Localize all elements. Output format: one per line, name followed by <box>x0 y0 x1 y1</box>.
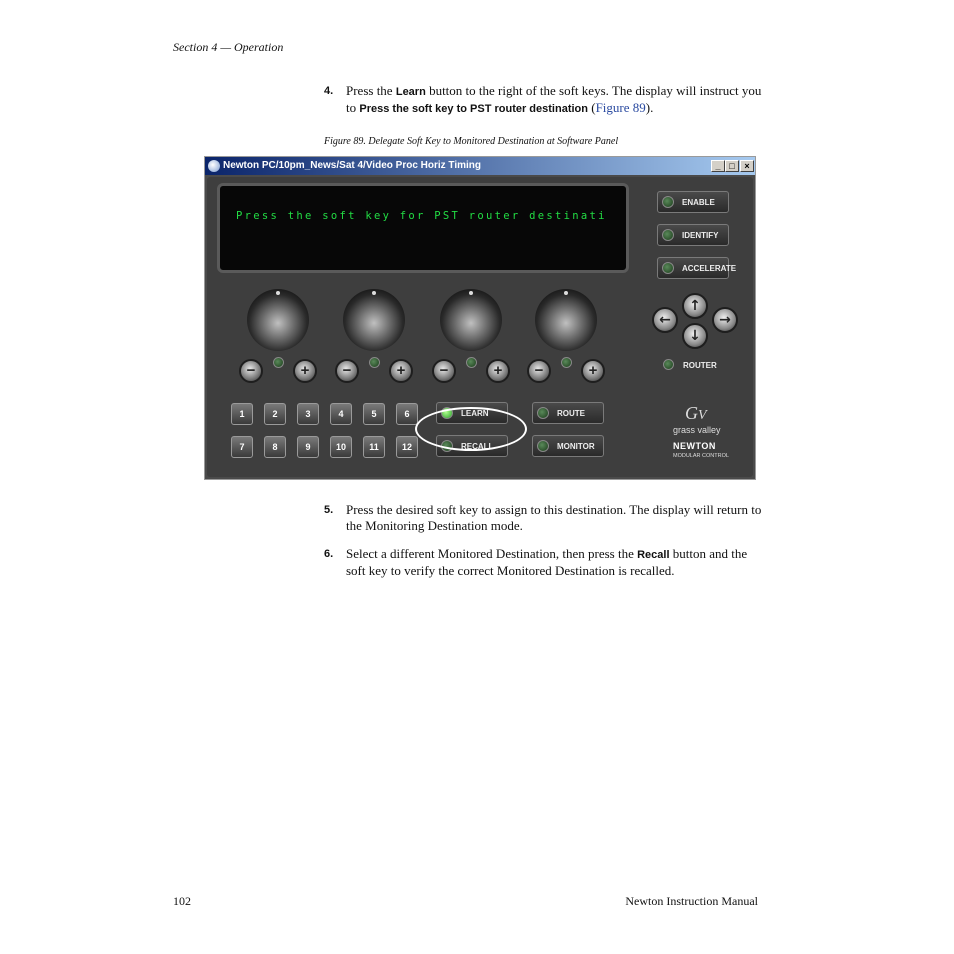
soft-key-11[interactable]: 11 <box>363 436 385 458</box>
step-number: 5. <box>324 504 334 516</box>
knob-led-icon <box>561 357 572 368</box>
rotary-knob-4[interactable] <box>535 289 597 351</box>
maximize-icon[interactable]: □ <box>725 160 739 172</box>
led-icon <box>662 229 674 241</box>
step-text: Select a different Monitored Destination, then press the Recall button and the soft key to verify the correct Monitored Destination is recalled. <box>346 546 748 578</box>
display-message: Press the soft key for PST router destinati <box>236 210 607 222</box>
software-panel-window <box>204 156 756 480</box>
soft-key-9[interactable]: 9 <box>297 436 319 458</box>
minus-button[interactable]: − <box>432 359 456 383</box>
bold-term: Learn <box>395 86 426 98</box>
router-label: ROUTER <box>683 361 717 370</box>
soft-key-4[interactable]: 4 <box>330 403 352 425</box>
route-button[interactable]: ROUTE <box>532 402 604 424</box>
led-icon <box>662 196 674 208</box>
knob-led-icon <box>466 357 477 368</box>
soft-key-3[interactable]: 3 <box>297 403 319 425</box>
logo-product: NEWTON <box>673 441 716 451</box>
step-6 <box>324 546 764 579</box>
window-title: Newton PC/10pm_News/Sat 4/Video Proc Horiz Timing <box>223 160 482 171</box>
soft-key-12[interactable]: 12 <box>396 436 418 458</box>
close-icon[interactable]: × <box>740 160 754 172</box>
soft-key-5[interactable]: 5 <box>363 403 385 425</box>
accelerate-button[interactable]: ACCELERATE <box>657 257 729 279</box>
figure-link[interactable]: Figure 89 <box>595 100 646 115</box>
rotary-knob-1[interactable] <box>247 289 309 351</box>
arrow-right-icon[interactable]: → <box>712 307 738 333</box>
rotary-knob-3[interactable] <box>440 289 502 351</box>
figure-caption: Figure 89. Delegate Soft Key to Monitored Destination at Software Panel <box>324 136 619 147</box>
plus-button[interactable]: + <box>389 359 413 383</box>
step-5 <box>324 502 764 534</box>
knob-led-icon <box>273 357 284 368</box>
minus-button[interactable]: − <box>239 359 263 383</box>
logo-brand: grass valley <box>673 425 721 435</box>
led-icon <box>537 440 549 452</box>
enable-button[interactable]: ENABLE <box>657 191 729 213</box>
step-number: 6. <box>324 548 334 560</box>
plus-button[interactable]: + <box>486 359 510 383</box>
minus-button[interactable]: − <box>335 359 359 383</box>
router-led-icon <box>663 359 674 370</box>
led-icon <box>662 262 674 274</box>
app-icon <box>208 160 220 172</box>
soft-key-6[interactable]: 6 <box>396 403 418 425</box>
arrow-left-icon[interactable]: ← <box>652 307 678 333</box>
soft-key-7[interactable]: 7 <box>231 436 253 458</box>
arrow-down-icon[interactable]: ↓ <box>682 323 708 349</box>
learn-button[interactable]: LEARN <box>436 402 508 424</box>
knob-led-icon <box>369 357 380 368</box>
recall-button[interactable]: RECALL <box>436 435 508 457</box>
soft-key-2[interactable]: 2 <box>264 403 286 425</box>
soft-key-10[interactable]: 10 <box>330 436 352 458</box>
monitor-button[interactable]: MONITOR <box>532 435 604 457</box>
minimize-icon[interactable]: _ <box>711 160 725 172</box>
rotary-knob-2[interactable] <box>343 289 405 351</box>
step-4 <box>324 83 764 117</box>
minus-button[interactable]: − <box>527 359 551 383</box>
plus-button[interactable]: + <box>293 359 317 383</box>
step-number: 4. <box>324 85 334 97</box>
soft-key-1[interactable]: 1 <box>231 403 253 425</box>
window-titlebar[interactable] <box>205 157 755 175</box>
page-header: Section 4 — Operation <box>173 40 284 54</box>
soft-key-8[interactable]: 8 <box>264 436 286 458</box>
lcd-display <box>217 183 629 273</box>
plus-button[interactable]: + <box>581 359 605 383</box>
step-text: Press the Learn button to the right of the soft keys. The display will instruct you to Press the soft key to PST router destination (Figure 89). <box>346 83 762 115</box>
led-icon <box>537 407 549 419</box>
identify-button[interactable]: IDENTIFY <box>657 224 729 246</box>
manual-title: Newton Instruction Manual <box>625 894 758 908</box>
arrow-up-icon[interactable]: ↑ <box>682 293 708 319</box>
learn-highlight-ellipse <box>415 407 527 451</box>
step-text: Press the desired soft key to assign to this destination. The display will return to the Monitoring Destination mode. <box>346 502 762 533</box>
bold-term: Recall <box>637 549 670 561</box>
grass-valley-logo-icon: GV <box>685 403 707 423</box>
bold-term: Press the soft key to PST router destination <box>359 103 588 115</box>
logo-subtitle: MODULAR CONTROL <box>673 453 729 459</box>
page-number: 102 <box>173 894 191 908</box>
control-panel <box>207 177 753 477</box>
